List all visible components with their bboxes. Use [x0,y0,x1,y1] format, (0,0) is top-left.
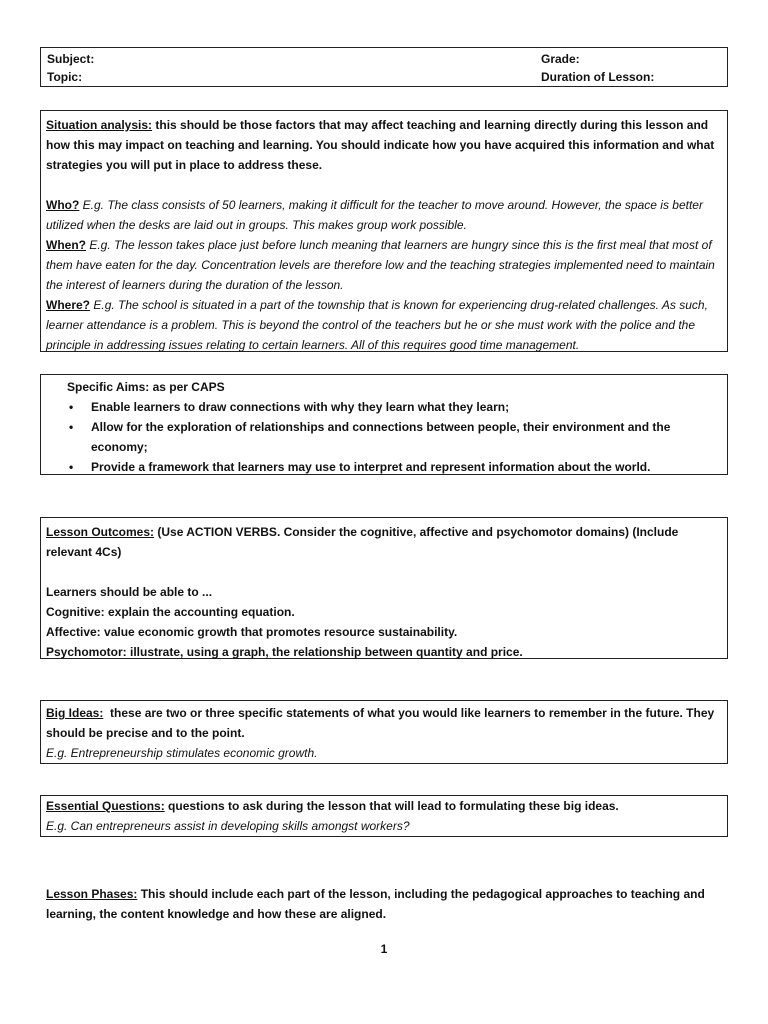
outcomes-lead: Learners should be able to ... [46,585,213,599]
aims-item-text: Allow for the exploration of relationships and connections between people, their environment and the economy; [91,420,671,454]
bullet-icon: • [69,420,74,434]
aims-item-text: Provide a framework that learners may use to interpret and represent information about the world. [91,460,651,474]
aims-item [47,397,721,417]
duration-label: Duration of Lesson: [541,70,655,84]
aims-item [47,417,721,457]
phases-title: Lesson Phases: [46,887,138,901]
when-text: E.g. The lesson takes place just before lunch meaning that learners are hungry since this is the first meal that most of them have eaten for the day. Concentration levels are therefore low and the teaching strategies implemented need to maintain the interest of learners during the duration of the lesson. [46,238,715,292]
aims-item-text: Enable learners to draw connections with why they learn what they learn; [91,400,510,414]
big-ideas-example: E.g. Entrepreneurship stimulates economic growth. [46,746,318,760]
big-ideas-intro: these are two or three specific statements of what you would like learners to remember in the future. They should be precise and to the point. [46,706,718,740]
essential-title: Essential Questions: [46,799,165,813]
specific-aims-box [40,374,728,475]
who-text: E.g. The class consists of 50 learners, making it difficult for the teacher to move around. However, the space is better utilized when the desks are laid out in groups. This makes group work possible. [46,198,703,232]
where-text: E.g. The school is situated in a part of the township that is known for experiencing drug-related challenges. As such, learner attendance is a problem. This is beyond the control of the teachers but he or she must work with the police and the principle in addressing issues relating to certain learners. All of this requires good time management. [46,298,708,352]
page-number: 1 [380,942,388,956]
outcome-affective: Affective: value economic growth that promotes resource sustainability. [46,625,458,639]
subject-label: Subject: [47,52,95,66]
essential-questions-box [40,795,728,837]
big-ideas-box [40,700,728,764]
when-label: When? [46,238,86,252]
situation-title: Situation analysis: [46,118,153,132]
bullet-icon: • [69,400,74,414]
aims-title: Specific Aims: as per CAPS [67,380,225,394]
outcome-psychomotor: Psychomotor: illustrate, using a graph, the relationship between quantity and price. [46,645,523,659]
outcome-cognitive: Cognitive: explain the accounting equation. [46,605,295,619]
aims-list [47,397,721,477]
essential-example: E.g. Can entrepreneurs assist in developing skills amongst workers? [46,819,410,833]
outcomes-title: Lesson Outcomes: [46,525,155,539]
lesson-phases [46,884,716,924]
aims-item [47,457,721,477]
grade-label: Grade: [541,52,580,66]
header-box [40,47,728,87]
situation-intro: this should be those factors that may affect teaching and learning directly during this lesson and how this may impact on teaching and learning. You should indicate how you have acquired this information and what strategies you will put in place to address these. [46,118,715,172]
who-label: Who? [46,198,80,212]
phases-intro: This should include each part of the lesson, including the pedagogical approaches to teaching and learning, the content knowledge and how these are aligned. [46,887,705,921]
lesson-outcomes-box [40,517,728,659]
bullet-icon: • [69,460,74,474]
topic-label: Topic: [47,70,83,84]
big-ideas-title: Big Ideas: [46,706,104,720]
where-label: Where? [46,298,91,312]
situation-analysis-box [40,110,728,352]
essential-intro: questions to ask during the lesson that will lead to formulating these big ideas. [164,799,619,813]
outcomes-intro: (Use ACTION VERBS. Consider the cognitive, affective and psychomotor domains) (Include relevant 4Cs) [46,525,679,559]
